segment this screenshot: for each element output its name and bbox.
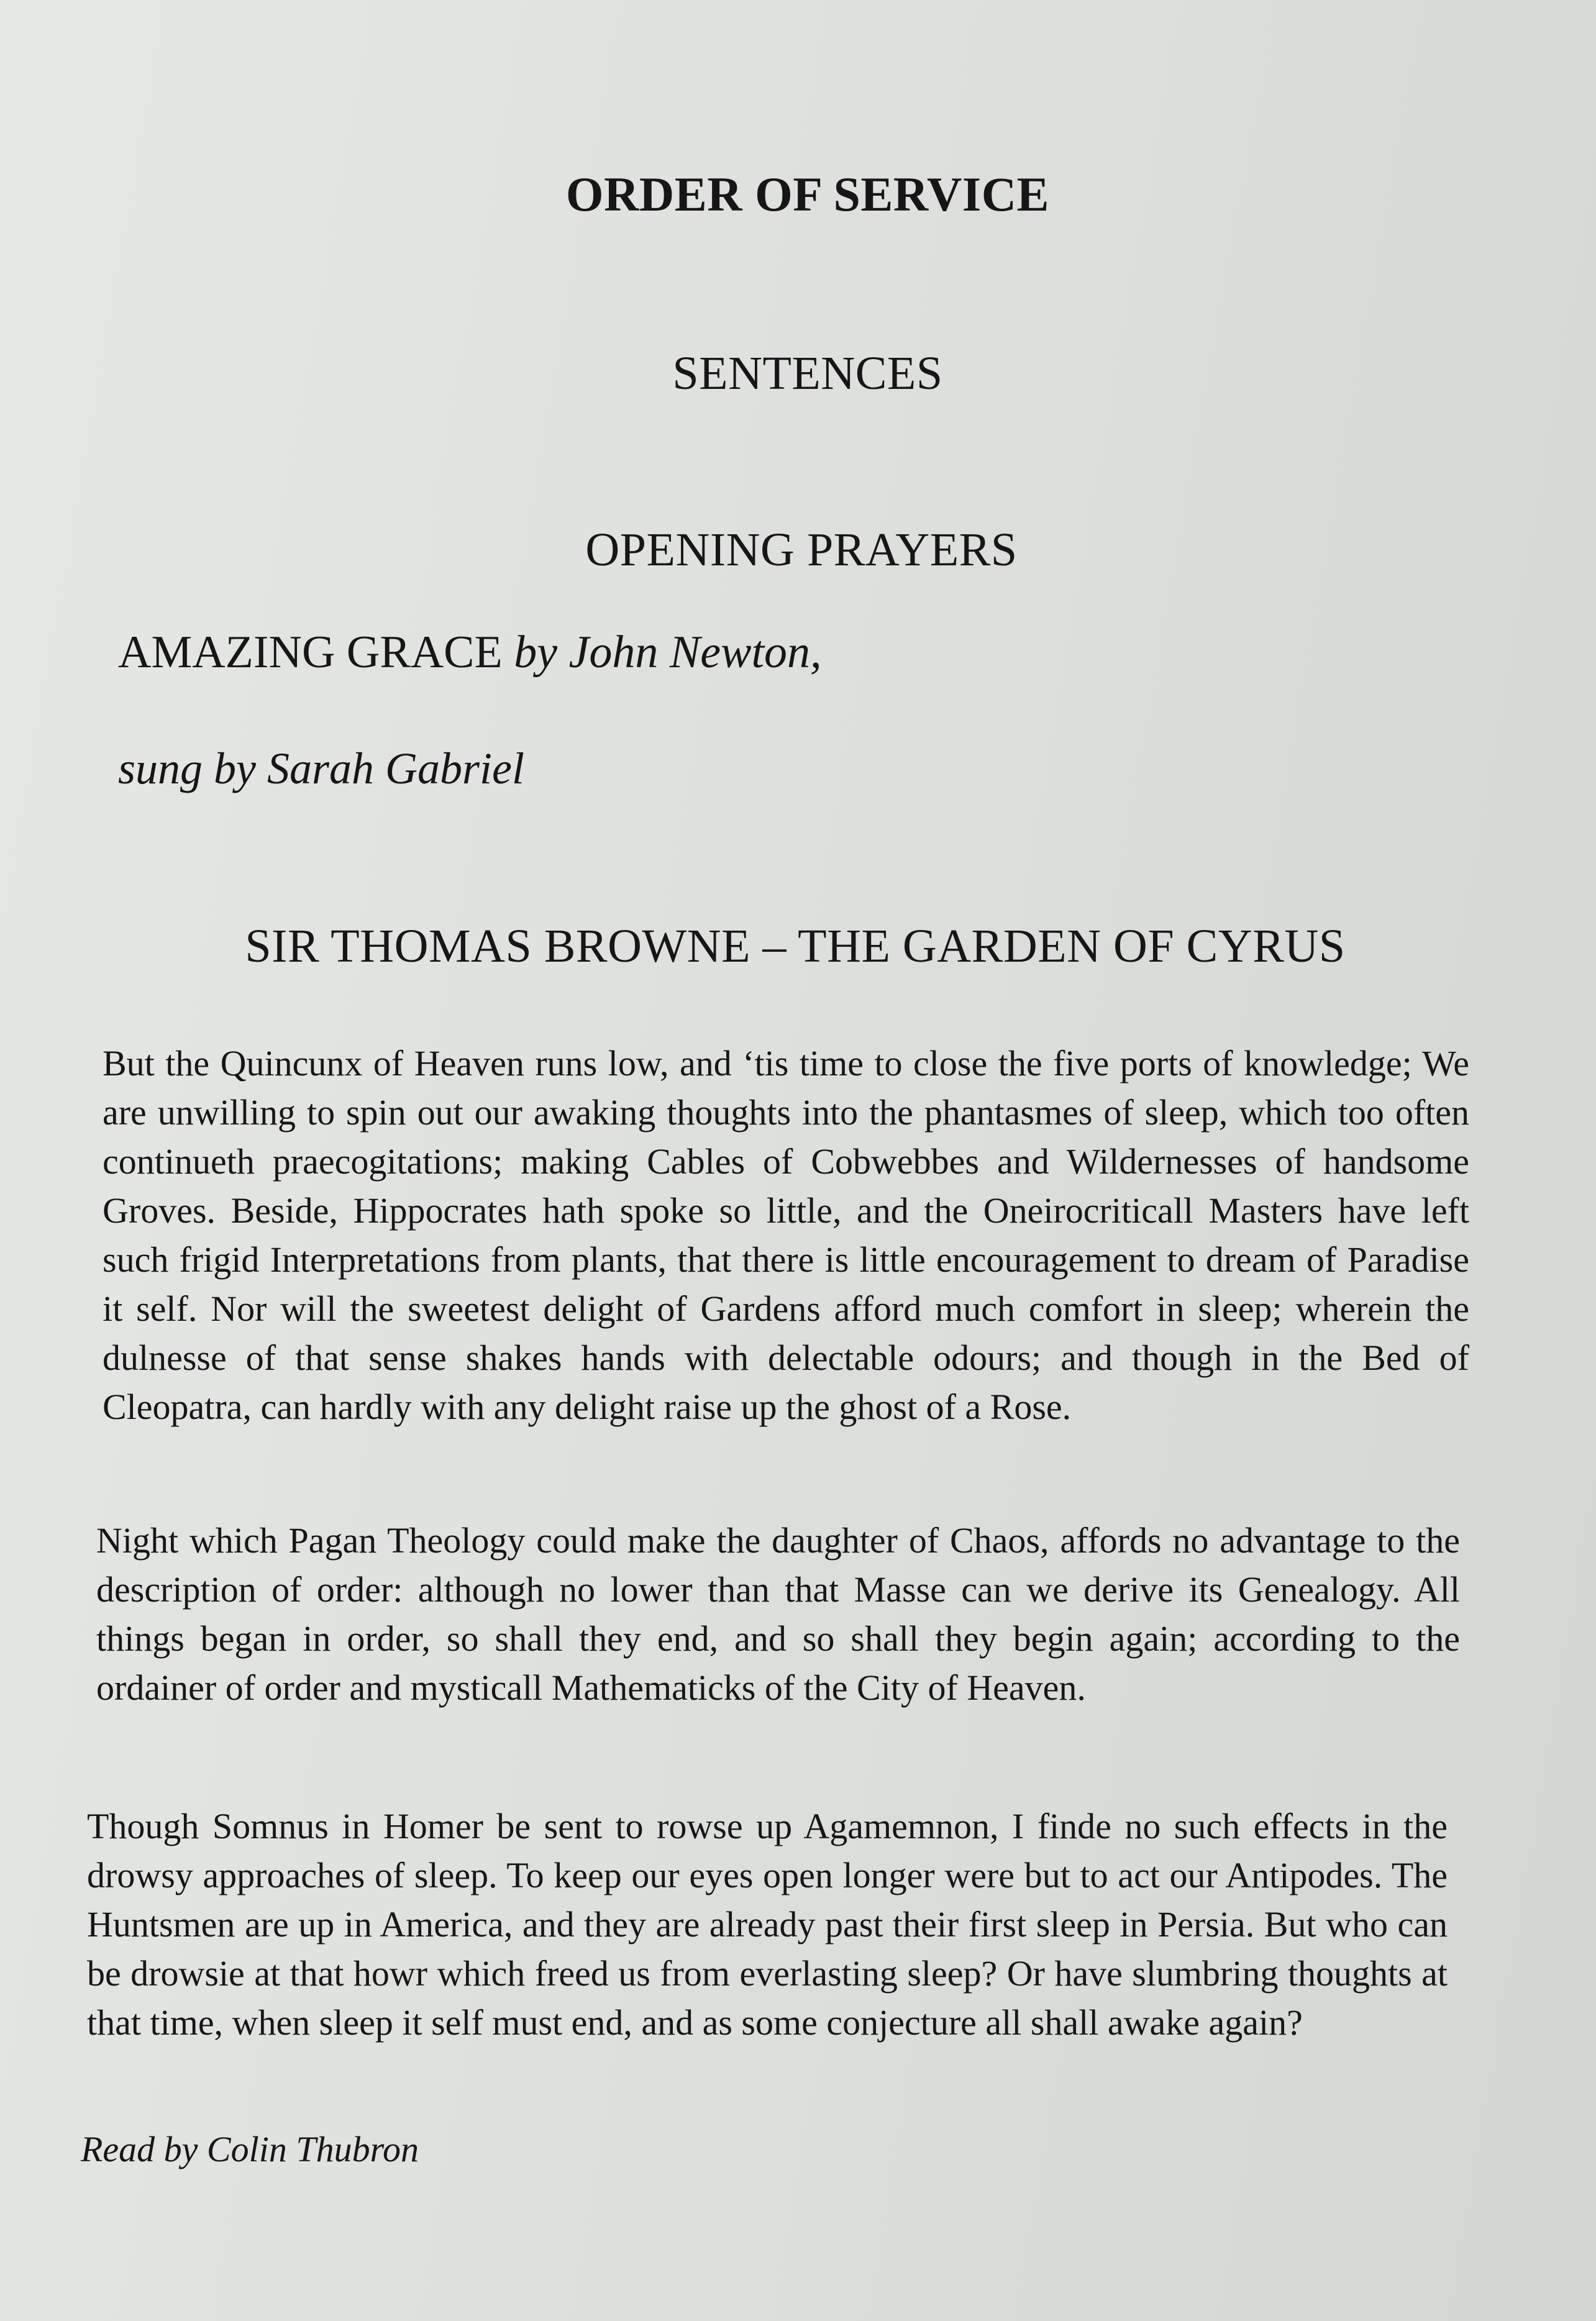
hymn-performer: sung by Sarah Gabriel bbox=[118, 744, 524, 793]
hymn-author: by John Newton, bbox=[514, 627, 822, 678]
page-title: ORDER OF SERVICE bbox=[565, 167, 1050, 221]
hymn-line bbox=[118, 626, 822, 679]
reading-paragraph-3: Though Somnus in Homer be sent to rowse up Agamemnon, I finde no such effects in the drowsy approaches of sleep. To keep our eyes open longer were but to act our Antipodes. The Huntsmen are up in America, and they are already past their first sleep in Persia. But who can be drowsie at that howr which freed us from everlasting sleep? Or have slumbring thoughts at that time, when sleep it self must end, and as some conjecture all shall awake again? bbox=[87, 1806, 1448, 2043]
section-heading-sentences: SENTENCES bbox=[672, 347, 943, 399]
section-heading-opening-prayers: OPENING PRAYERS bbox=[585, 524, 1018, 576]
hymn-title: AMAZING GRACE bbox=[118, 627, 503, 678]
reading-paragraph-1: But the Quincunx of Heaven runs low, and ‘tis time to close the five ports of knowledge; We are unwilling to spin out our awaking thoughts into the phantasmes of sleep, which too often continueth praecogitations; making Cables of Cobwebbes and Wildernesses of handsome Groves. Beside, Hippocrates hath spoke so little, and the Oneirocriticall Masters have left such frigid Interpretations from plants, that there is little encouragement to dream of Paradise it self. Nor will the sweetest delight of Gardens afford much comfort in sleep; wherein the dulnesse of that sense shakes hands with delectable odours; and though in the Bed of Cleopatra, can hardly with any delight raise up the ghost of a Rose. bbox=[103, 1043, 1469, 1427]
reading-heading: SIR THOMAS BROWNE – THE GARDEN OF CYRUS bbox=[245, 920, 1346, 972]
reading-credit: Read by Colin Thubron bbox=[81, 2129, 419, 2169]
reading-paragraph-2: Night which Pagan Theology could make the daughter of Chaos, affords no advantage to the description of order: although no lower than that Masse can we derive its Genealogy. All things began in order, so shall they end, and so shall they begin again; according to the ordainer of order and mysticall Mathematicks of the City of Heaven. bbox=[96, 1520, 1460, 1708]
